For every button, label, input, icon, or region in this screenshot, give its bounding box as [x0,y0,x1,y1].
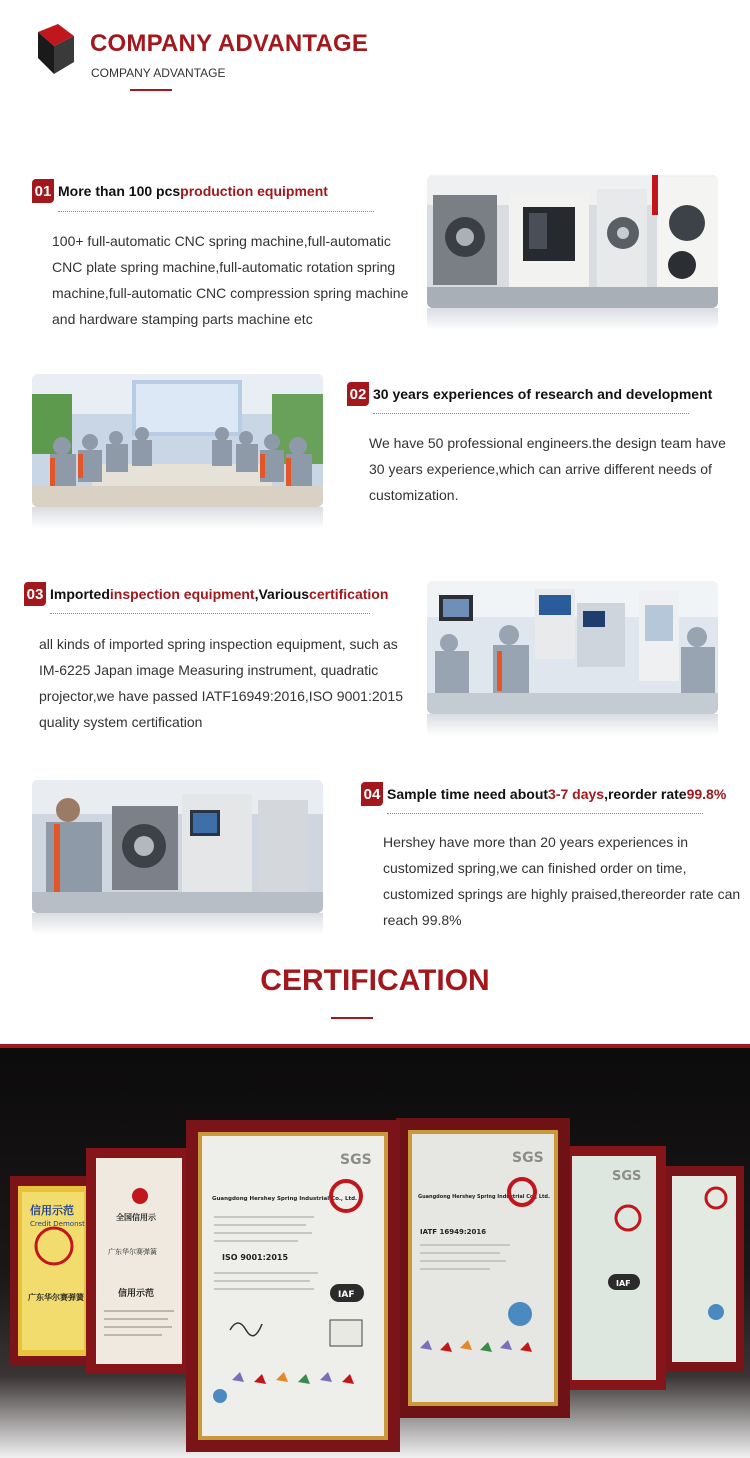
right-cert-company: Guangdong Hershey Spring Industrial Co., Ltd. [418,1194,550,1200]
advantage-01-heading [32,179,328,203]
advantage-02-heading-text: 30 years experiences of research and development [373,386,713,402]
advantage-02-number: 02 [347,382,369,406]
svg-text:IAF: IAF [616,1279,631,1288]
certificate-frame-far-left [10,1176,96,1366]
advantage-01-number: 01 [32,179,54,203]
title-underline [130,89,172,91]
page-subtitle: COMPANY ADVANTAGE [91,66,226,80]
advantage-03-description: all kinds of imported spring inspection equipment, such as IM-6225 Japan image Measuring instrument, quadratic projector,we have passed IATF16949:2016,ISO 9001:2015 quality system certification [39,636,403,730]
advantage-02-divider [373,413,689,414]
left-cert-line3: 信用示范 [118,1289,155,1299]
cube-logo-icon [34,22,76,76]
far-left-cert-line1: 信用示范 [30,1204,74,1217]
center-cert-company: Guangdong Hershey Spring Industrial Co., Ltd. [212,1196,358,1202]
center-cert-standard: ISO 9001:2015 [222,1253,289,1262]
inspection-equipment-photo [427,581,718,714]
production-photo-reflection [427,308,718,330]
advantage-03-heading-mid: ,Various [254,586,310,602]
advantage-03-heading-highlight: inspection equipment [109,586,255,602]
svg-text:SGS: SGS [612,1169,642,1184]
certificate-frame-center [186,1120,400,1452]
certification-title: CERTIFICATION [260,964,490,997]
research-team-photo [32,374,323,507]
certificates-display [0,1044,750,1458]
advantage-03-heading-highlight-2: certification [309,586,389,602]
advantage-01-description: 100+ full-automatic CNC spring machine,full-automatic CNC plate spring machine,full-automatic rotation spring machine,full-automatic CNC compression spring machine and hardware stamping parts machine etc [52,233,409,327]
advantage-04-divider [387,813,703,814]
advantage-02-heading [347,382,712,406]
advantage-04-heading-highlight-2: 99.8% [686,786,727,802]
research-photo-reflection [32,507,323,529]
far-left-cert-line2: Credit Demonst [30,1220,85,1228]
advantage-04-heading-highlight: 3-7 days [548,786,605,802]
machine-operator-photo [32,780,323,913]
far-left-cert-line3: 广东华尔赛弹簧 [28,1293,84,1302]
advantage-04-heading-text: Sample time need about [387,786,549,802]
advantage-04-number: 04 [361,782,383,806]
left-cert-line2: 广东华尔赛弹簧 [108,1248,157,1256]
certificate-frame-left [86,1148,192,1374]
advantage-04-heading-mid: ,reorder rate [604,786,687,802]
certificate-frame-center-right [396,1118,570,1418]
advantage-01-divider [58,211,374,212]
advantage-01-heading-highlight: production equipment [180,183,328,199]
production-equipment-photo [427,175,718,308]
advantage-03-number: 03 [24,582,46,606]
advantage-01-heading-text: More than 100 pcs [58,183,181,199]
advantage-04-description: Hershey have more than 20 years experiences in customized spring,we can finished order on time, customized springs are highly praised,thereorder rate can reach 99.8% [383,834,741,928]
certificate-frame-right-back [664,1166,744,1372]
right-cert-standard: IATF 16949:2016 [420,1228,487,1236]
certificate-frame-right [562,1146,666,1390]
inspection-photo-reflection [427,714,718,736]
advantage-03-heading [24,582,388,606]
machine-photo-reflection [32,913,323,935]
page-title: COMPANY ADVANTAGE [90,30,369,57]
left-cert-line1: 全国信用示 [116,1213,156,1222]
center-cert-badge: IAF [338,1290,355,1300]
advantage-02-description: We have 50 professional engineers.the design team have 30 years experience,which can arrive different needs of customization. [369,435,726,503]
right-cert-brand: SGS [512,1150,544,1166]
advantage-03-heading-text: Imported [50,586,110,602]
advantage-04-heading [361,782,726,806]
advantage-03-divider [50,613,370,614]
certification-underline [331,1017,373,1019]
center-cert-brand: SGS [340,1152,372,1168]
